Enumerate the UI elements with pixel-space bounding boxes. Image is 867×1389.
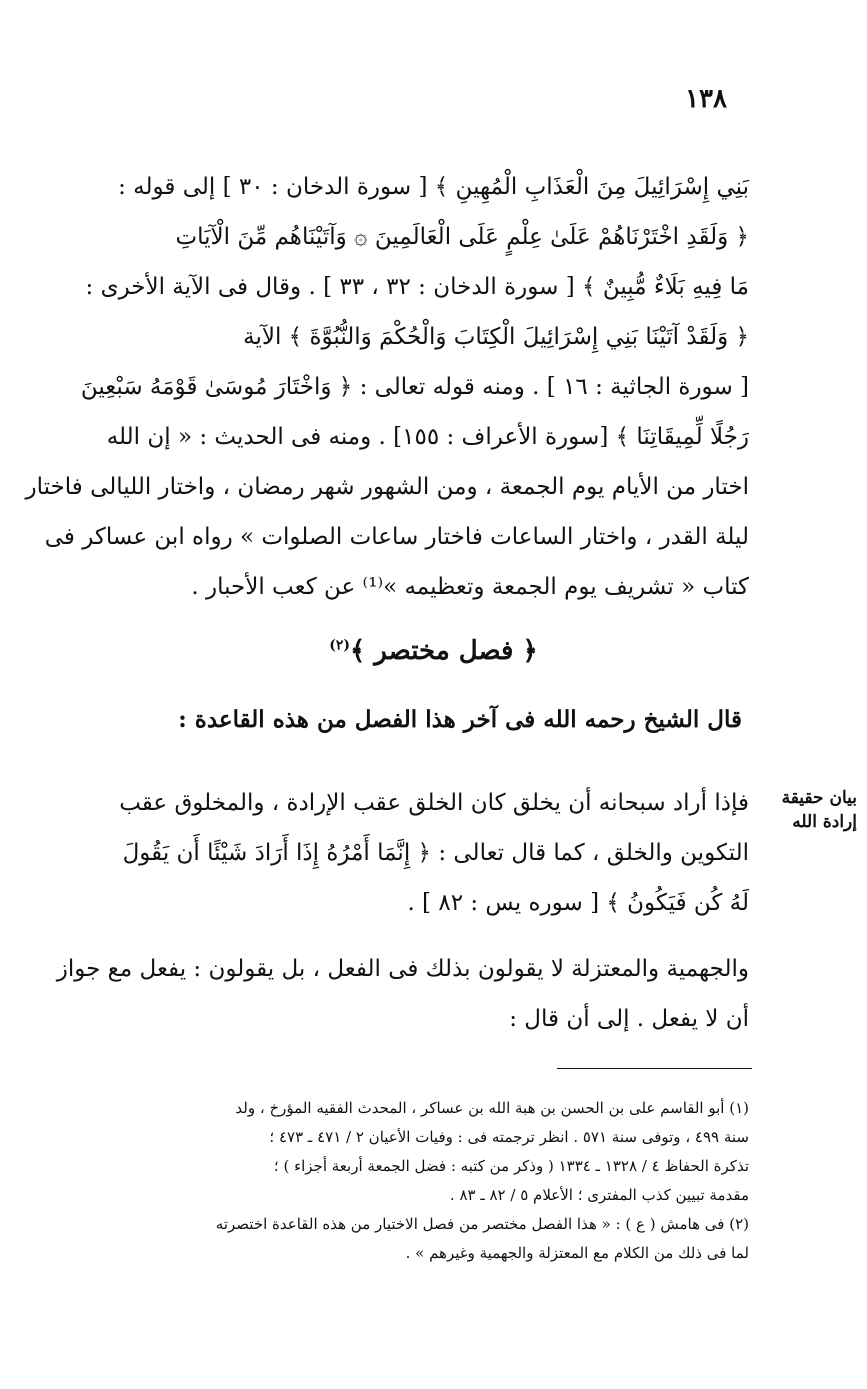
text-line: كتاب « تشريف يوم الجمعة وتعظيمه »⁽¹⁾ عن كعب الأحبار . — [191, 574, 749, 600]
footnote-line: (٢) فى هامش ( ع ) : « هذا الفصل مختصر من فصل الاختيار من هذه القاعدة اختصرته — [215, 1215, 749, 1233]
page-number: ١٣٨ — [685, 84, 727, 114]
section-heading-text: ﴿ فصل مختصر ﴾ — [350, 636, 538, 666]
text-line: التكوين والخلق ، كما قال تعالى : ﴿ إِنَّمَا أَمْرُهُ إِذَا أَرَادَ شَيْئًا أَن يَقُولَ — [122, 840, 749, 866]
paragraph-divine-will — [109, 778, 749, 928]
margin-note-line: بيان حقيقة — [781, 788, 857, 808]
paragraph-quran-citations — [25, 162, 749, 612]
text-line: رَجُلًا لِّمِيقَاتِنَا ﴾ [سورة الأعراف : ١٥٥] . ومنه فى الحديث : « إن الله — [106, 424, 749, 450]
paragraph-jahmiyya — [56, 944, 749, 1044]
text-line: اختار من الأيام يوم الجمعة ، ومن الشهور شهر رمضان ، واختار الليالى فاختار — [25, 474, 749, 500]
margin-note — [762, 786, 857, 834]
footnote-line: تذكرة الحفاظ ٤ / ١٣٢٨ ـ ١٣٣٤ ( وذكر من كتبه : فضل الجمعة أربعة أجزاء ) ؛ — [273, 1157, 749, 1175]
text-line: ﴿ وَلَقَدْ آتَيْنَا بَنِي إِسْرَائِيلَ الْكِتَابَ وَالْحُكْمَ وَالنُّبُوَّةَ ﴾ الآية — [243, 324, 749, 350]
footnotes — [109, 1094, 749, 1268]
footnote-line: سنة ٤٩٩ ، وتوفى سنة ٥٧١ . انظر ترجمته فى : وفيات الأعيان ٢ / ٤٧١ ـ ٤٧٣ ؛ — [269, 1128, 749, 1146]
footnote-line: مقدمة تبيين كذب المفترى ؛ الأعلام ٥ / ٨٢ ـ ٨٣ . — [449, 1186, 749, 1204]
footnote-line: لما فى ذلك من الكلام مع المعتزلة والجهمية وغيرهم » . — [405, 1244, 749, 1262]
text-line: أن لا يفعل . إلى أن قال : — [509, 1006, 749, 1032]
text-line: ليلة القدر ، واختار الساعات فاختار ساعات الصلوات » رواه ابن عساكر فى — [44, 524, 749, 550]
text-line: مَا فِيهِ بَلَاءٌ مُّبِينٌ ﴾ [ سورة الدخان : ٣٢ ، ٣٣ ] . وقال فى الآية الأخرى : — [85, 274, 749, 300]
intro-line: قال الشيخ رحمه الله فى آخر هذا الفصل من هذه القاعدة : — [178, 706, 742, 733]
section-heading — [0, 636, 867, 666]
footnote-line: (١) أبو القاسم على بن الحسن بن هبة الله بن عساكر ، المحدث الفقيه المؤرخ ، ولد — [235, 1099, 749, 1117]
text-line: لَهُ كُن فَيَكُونُ ﴾ [ سوره يس : ٨٢ ] . — [407, 890, 749, 916]
footnote-reference: (٢) — [329, 637, 351, 654]
text-line: فإذا أراد سبحانه أن يخلق كان الخلق عقب الإرادة ، والمخلوق عقب — [119, 790, 749, 816]
text-line: والجهمية والمعتزلة لا يقولون بذلك فى الفعل ، بل يقولون : يفعل مع جواز — [56, 956, 749, 982]
margin-note-line: إرادة الله — [792, 812, 857, 832]
text-line: بَنِي إِسْرَائِيلَ مِنَ الْعَذَابِ الْمُهِينِ ﴾ [ سورة الدخان : ٣٠ ] إلى قوله : — [118, 174, 749, 200]
footnote-divider — [557, 1068, 752, 1069]
text-line: [ سورة الجاثية : ١٦ ] . ومنه قوله تعالى : ﴿ وَاخْتَارَ مُوسَىٰ قَوْمَهُ سَبْعِينَ — [80, 374, 749, 400]
text-line: ﴿ وَلَقَدِ اخْتَرْنَاهُمْ عَلَىٰ عِلْمٍ عَلَى الْعَالَمِينَ ۞ وَآتَيْنَاهُم مِّنَ الْآيَاتِ — [175, 224, 749, 250]
